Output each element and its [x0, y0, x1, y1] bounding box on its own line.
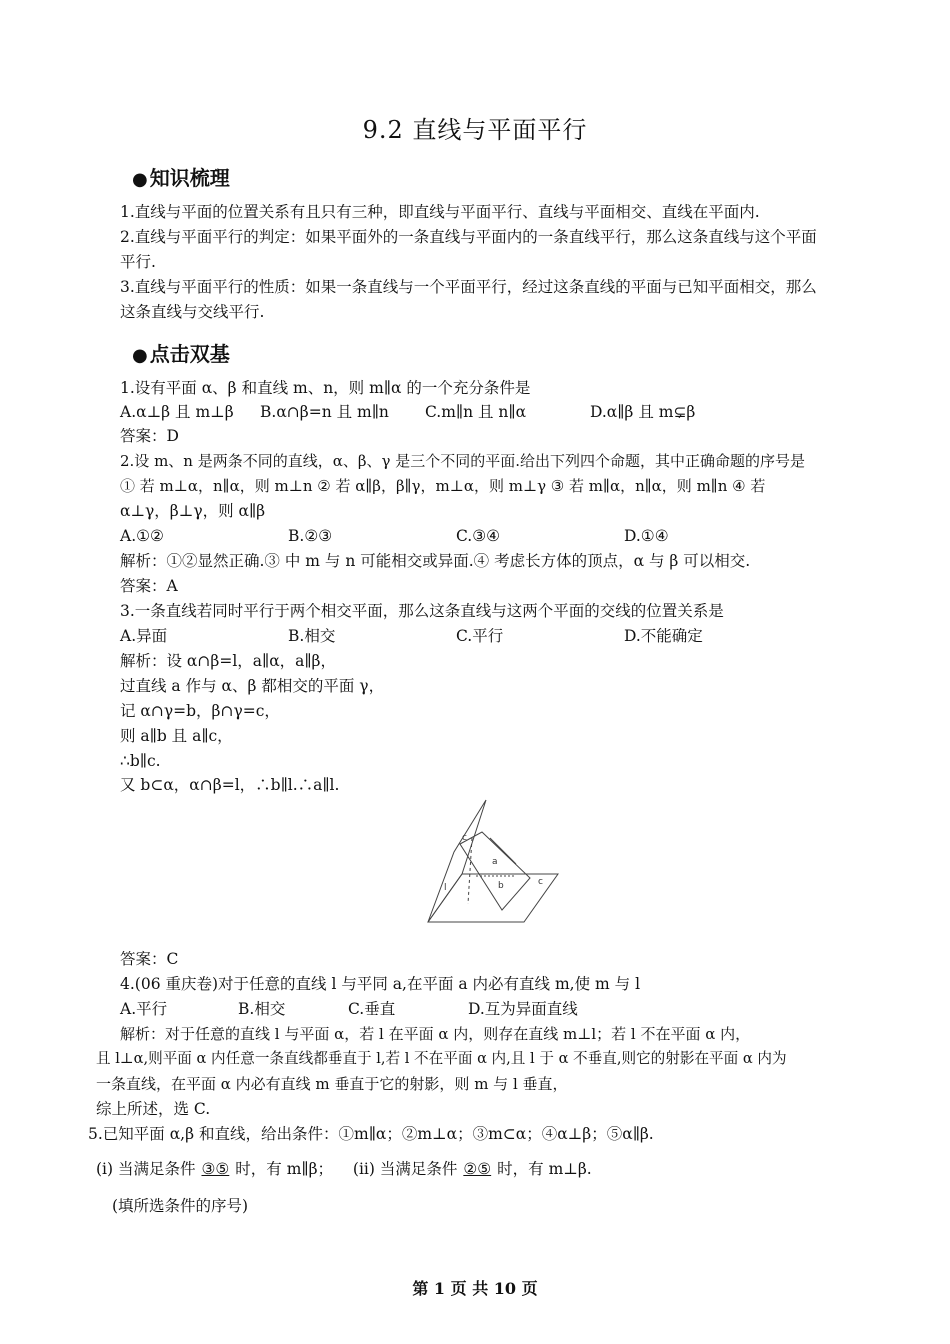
bullet-icon: ●	[132, 169, 148, 190]
analysis-line: 综上所述，选 C.	[96, 1100, 211, 1118]
question-options	[120, 526, 669, 546]
bullet-icon: ●	[132, 345, 148, 366]
q5-part2-answer: ②⑤	[463, 1160, 492, 1178]
q5-part2-suffix: 时，有 m⊥β.	[497, 1160, 592, 1178]
knowledge-line: 3.直线与平面平行的性质：如果一条直线与一个平面平行，经过这条直线的平面与已知平面相交，那么	[120, 278, 817, 296]
knowledge-line: 这条直线与交线平行.	[120, 303, 265, 321]
label-c: c	[462, 833, 467, 843]
question-options	[120, 402, 695, 422]
answer: 答案：A	[120, 577, 178, 595]
answer: 答案：D	[120, 427, 179, 445]
option: B.α∩β=n 且 m∥n	[260, 403, 389, 421]
question-options	[120, 626, 703, 646]
question-stem: α⊥γ，β⊥γ，则 α∥β	[120, 502, 266, 520]
q5-note: (填所选条件的序号)	[112, 1197, 249, 1215]
option: D.互为异面直线	[468, 1000, 578, 1018]
q5-part1-answer: ③⑤	[201, 1160, 230, 1178]
q5-parts	[96, 1159, 592, 1179]
option: B.②③	[288, 527, 333, 545]
question-stem: ① 若 m⊥α，n∥α，则 m⊥n ② 若 α∥β，β∥γ，m⊥α，则 m⊥γ ③ 若 m∥α，n∥α，则 m∥n ④ 若	[120, 477, 766, 495]
option: C.垂直	[348, 1000, 396, 1018]
option: C.平行	[456, 627, 504, 645]
analysis-line: 且 l⊥α,则平面 α 内任意一条直线都垂直于 l,若 l 不在平面 α 内,且 l 于 α 不垂直,则它的射影在平面 α 内为	[96, 1050, 787, 1067]
question-options	[120, 999, 578, 1019]
section-heading-basics: ● 点击双基	[132, 342, 230, 366]
question-stem: 1.设有平面 α、β 和直线 m、n，则 m∥α 的一个充分条件是	[120, 379, 531, 397]
option: D.不能确定	[624, 627, 703, 645]
knowledge-line: 2.直线与平面平行的判定：如果平面外的一条直线与平面内的一条直线平行，那么这条直线与这个平面	[120, 228, 817, 246]
label-c2: c	[538, 877, 543, 887]
page-title: 9.2 直线与平面平行	[362, 116, 588, 144]
analysis-line: ∴b∥c.	[120, 752, 161, 770]
analysis-line: 解析：对于任意的直线 l 与平面 α，若 l 在平面 α 内，则存在直线 m⊥l；若 l 不在平面 α 内，	[120, 1025, 751, 1043]
question-stem: 5.已知平面 α,β 和直线，给出条件：①m∥α；②m⊥α；③m⊂α；④α⊥β；⑤α∥β.	[88, 1125, 654, 1143]
question-stem: 2.设 m、n 是两条不同的直线，α、β、γ 是三个不同的平面.给出下列四个命题，其中正确命题的序号是	[120, 452, 806, 470]
label-l: l	[444, 883, 447, 893]
analysis-line: 解析：设 α∩β=l，a∥α，a∥β，	[120, 652, 337, 670]
analysis-line: 过直线 a 作与 α、β 都相交的平面 γ，	[120, 677, 385, 695]
option: C.m∥n 且 n∥α	[425, 403, 527, 421]
plane-alpha	[428, 800, 486, 922]
analysis-line: 则 a∥b 且 a∥c，	[120, 727, 233, 745]
question-stem: 3.一条直线若同时平行于两个相交平面，那么这条直线与这两个平面的交线的位置关系是	[120, 602, 724, 620]
option: B.相交	[288, 627, 336, 645]
label-a: a	[492, 857, 498, 867]
label-b: b	[498, 881, 504, 891]
planes-figure	[420, 792, 565, 927]
option: A.α⊥β 且 m⊥β	[120, 403, 234, 421]
answer: 答案：C	[120, 950, 179, 968]
option: A.异面	[120, 627, 168, 645]
question-stem: 4.(06 重庆卷)对于任意的直线 l 与平同 a,在平面 a 内必有直线 m,使 m 与 l	[120, 975, 641, 993]
option: C.③④	[456, 527, 501, 545]
q5-part1-prefix: (i) 当满足条件	[96, 1160, 196, 1178]
section-heading-knowledge: ● 知识梳理	[132, 166, 230, 190]
q5-part1-suffix: 时，有 m∥β；	[235, 1160, 334, 1178]
option: D.α∥β 且 m⊊β	[590, 403, 696, 421]
analysis-line: 又 b⊂α，α∩β=l，∴b∥l.∴a∥l.	[120, 776, 340, 794]
analysis: 解析：①②显然正确.③ 中 m 与 n 可能相交或异面.④ 考虑长方体的顶点，α 与 β 可以相交.	[120, 552, 751, 570]
analysis-line: 一条直线，在平面 α 内必有直线 m 垂直于它的射影，则 m 与 l 垂直，	[96, 1075, 568, 1093]
option: B.相交	[238, 1000, 286, 1018]
knowledge-line: 1.直线与平面的位置关系有且只有三种，即直线与平面平行、直线与平面相交、直线在平面内.	[120, 203, 760, 221]
q5-part2-prefix: (ii) 当满足条件	[352, 1160, 458, 1178]
page-footer: 第 1 页 共 10 页	[412, 1279, 538, 1298]
option: A.①②	[120, 527, 164, 545]
option: D.①④	[624, 527, 669, 545]
analysis-line: 记 α∩γ=b，β∩γ=c，	[120, 702, 280, 720]
option: A.平行	[120, 1000, 168, 1018]
knowledge-line: 平行.	[120, 253, 156, 271]
